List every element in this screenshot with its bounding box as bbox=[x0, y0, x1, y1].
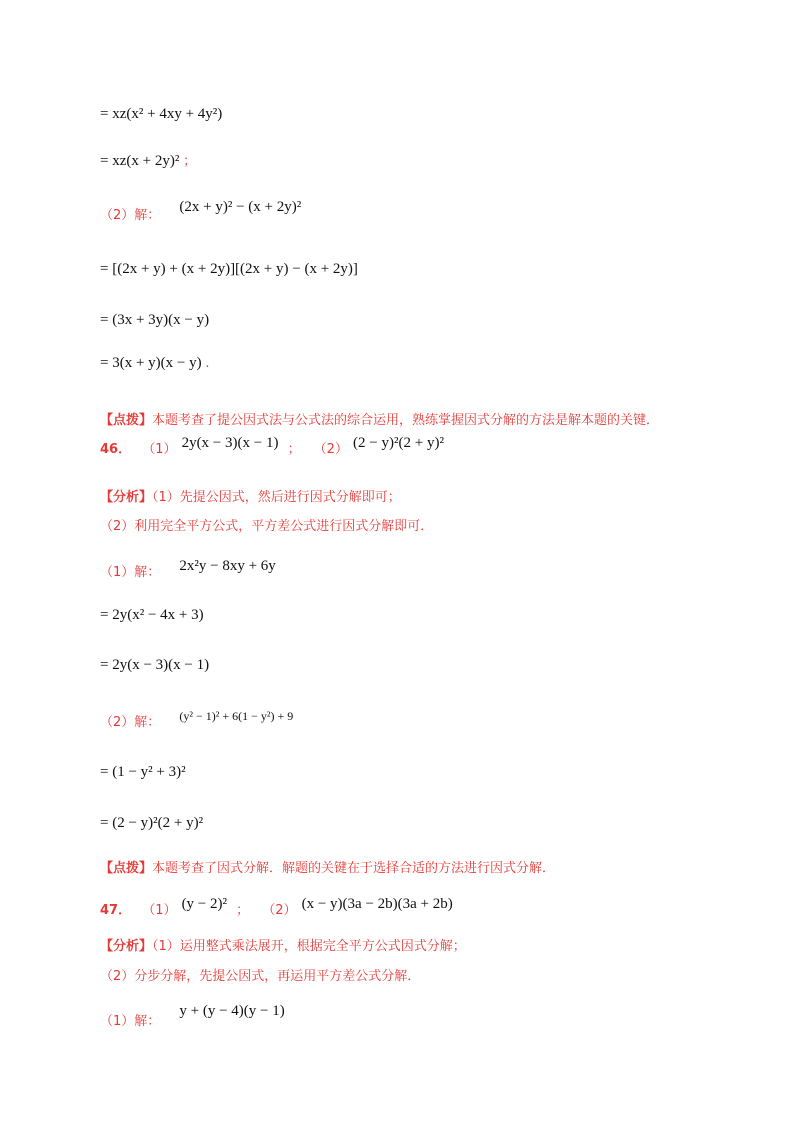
math-expression: = [(2x + y) + (x + 2y)][(2x + y) − (x + 2y)] bbox=[100, 261, 358, 277]
tip-paragraph bbox=[100, 409, 659, 428]
part-label: （1）解： bbox=[100, 1014, 161, 1029]
answer-label: （1） bbox=[142, 442, 177, 457]
answer-expression: (y − 2)² bbox=[181, 896, 228, 912]
math-step bbox=[100, 106, 222, 123]
math-step bbox=[100, 764, 186, 781]
math-step bbox=[100, 355, 210, 372]
analysis-tag: 【分析】 bbox=[100, 939, 153, 954]
tip-tag: 【点拨】 bbox=[100, 413, 153, 428]
analysis-paragraph bbox=[100, 486, 401, 505]
analysis-paragraph bbox=[100, 515, 433, 534]
punctuation: ； bbox=[183, 154, 197, 169]
math-step bbox=[100, 815, 203, 832]
analysis-text: （1）先提公因式，然后进行因式分解即可； bbox=[152, 490, 401, 505]
math-expression: (y² − 1)² + 6(1 − y²) + 9 bbox=[179, 709, 294, 723]
solution-header bbox=[100, 705, 294, 730]
math-expression: (2x + y)² − (x + 2y)² bbox=[179, 199, 302, 215]
math-expression: = xz(x² + 4xy + 4y²) bbox=[100, 106, 223, 122]
tip-tag: 【点拨】 bbox=[100, 861, 153, 876]
problem-number: 47． bbox=[100, 903, 132, 918]
part-label: （2）解： bbox=[100, 208, 161, 223]
answer-expression: (2 − y)²(2 + y)² bbox=[353, 435, 444, 451]
analysis-tag: 【分析】 bbox=[100, 490, 153, 505]
punctuation: ； bbox=[236, 903, 250, 918]
math-expression: = (2 − y)²(2 + y)² bbox=[100, 815, 204, 831]
tip-paragraph bbox=[100, 857, 555, 876]
problem-number: 46． bbox=[100, 442, 132, 457]
math-expression: = 2y(x² − 4x + 3) bbox=[100, 607, 204, 623]
tip-text: 本题考查了因式分解．解题的关键在于选择合适的方法进行因式分解． bbox=[152, 861, 556, 876]
math-step bbox=[100, 657, 209, 674]
math-step bbox=[100, 261, 358, 278]
analysis-text: （2）利用完全平方公式，平方差公式进行因式分解即可． bbox=[100, 519, 434, 534]
part-label: （1）解： bbox=[100, 565, 161, 580]
answer-line bbox=[100, 435, 444, 458]
math-step bbox=[100, 607, 204, 624]
tip-text: 本题考查了提公因式法与公式法的综合运用，熟练掌握因式分解的方法是解本题的关键． bbox=[152, 413, 660, 428]
math-step bbox=[100, 312, 209, 329]
answer-label: （1） bbox=[142, 903, 177, 918]
math-expression: = xz(x + 2y)² bbox=[100, 153, 180, 169]
solution-header bbox=[100, 555, 276, 580]
analysis-paragraph bbox=[100, 935, 466, 954]
math-step bbox=[100, 150, 196, 170]
answer-label: （2） bbox=[262, 903, 297, 918]
solution-header bbox=[100, 1000, 285, 1029]
math-expression: = 3(x + y)(x − y) bbox=[100, 355, 202, 371]
solution-header bbox=[100, 199, 302, 224]
punctuation: . bbox=[205, 356, 210, 371]
answer-line bbox=[100, 893, 453, 918]
analysis-paragraph bbox=[100, 965, 420, 984]
punctuation: ； bbox=[287, 442, 301, 457]
answer-expression: 2y(x − 3)(x − 1) bbox=[181, 435, 279, 451]
math-expression: 2x²y − 8xy + 6y bbox=[179, 558, 276, 574]
math-expression: = (3x + 3y)(x − y) bbox=[100, 312, 210, 328]
math-expression: = (1 − y² + 3)² bbox=[100, 764, 186, 780]
answer-expression: (x − y)(3a − 2b)(3a + 2b) bbox=[301, 896, 453, 912]
math-expression: y + (y − 4)(y − 1) bbox=[179, 1003, 285, 1019]
analysis-text: （1）运用整式乘法展开，根据完全平方公式因式分解； bbox=[152, 939, 466, 954]
part-label: （2）解： bbox=[100, 715, 161, 730]
analysis-text: （2）分步分解，先提公因式，再运用平方差公式分解． bbox=[100, 969, 421, 984]
math-expression: = 2y(x − 3)(x − 1) bbox=[100, 657, 210, 673]
answer-label: （2） bbox=[313, 442, 348, 457]
